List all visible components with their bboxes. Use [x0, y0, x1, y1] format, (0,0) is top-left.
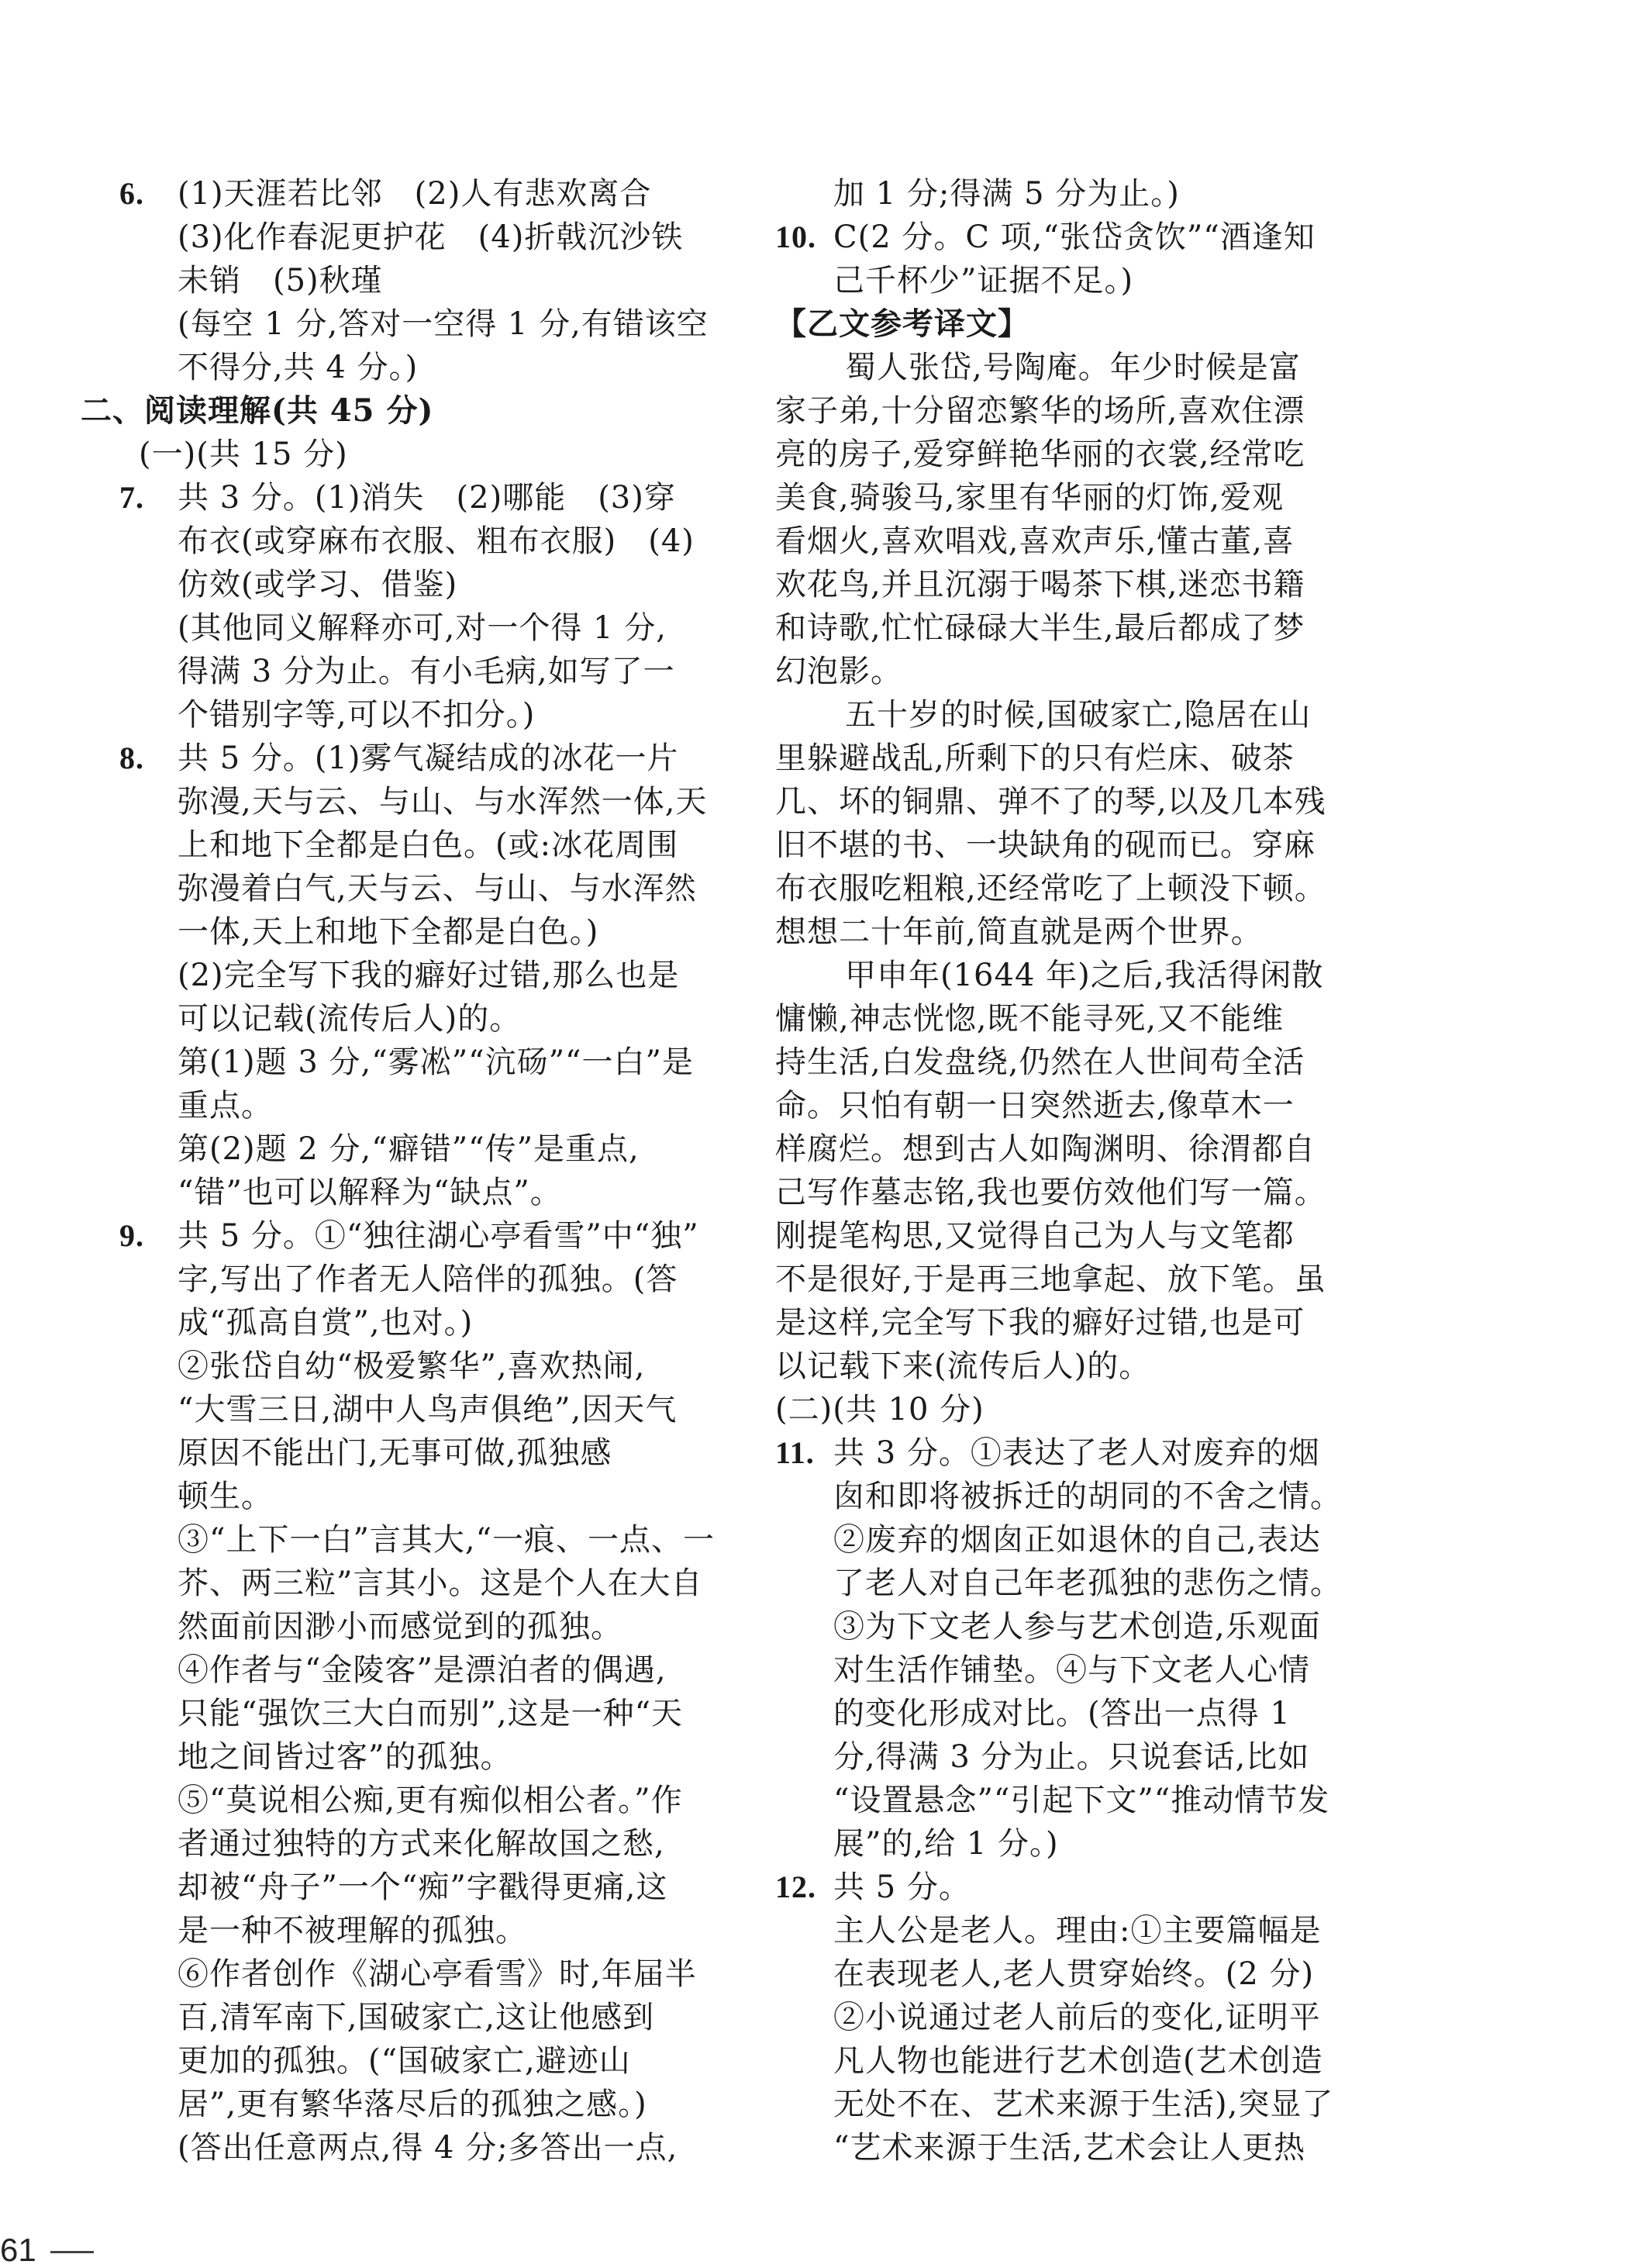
question-number: 7. — [119, 480, 144, 515]
left-text-line — [81, 216, 709, 259]
right-text-line — [775, 302, 1372, 346]
right-text-line — [775, 2039, 1372, 2083]
line-text: ⑥作者创作《湖心亭看雪》时,年届半 — [178, 1956, 697, 1992]
left-text-line — [81, 1779, 709, 1822]
line-text: 和诗歌,忙忙碌碌大半生,最后都成了梦 — [775, 610, 1305, 646]
right-text-line — [775, 1301, 1372, 1345]
left-text-line — [81, 1041, 709, 1084]
line-text: 者通过独特的方式来化解故国之愁, — [178, 1826, 665, 1862]
page-number: 61 — [0, 2232, 36, 2268]
left-text-line — [81, 1345, 709, 1388]
line-text: 看烟火,喜欢唱戏,喜欢声乐,懂古董,喜 — [775, 523, 1295, 559]
right-text-line — [775, 954, 1372, 997]
right-text-line — [775, 1866, 1372, 1909]
line-text: 共 3 分。(1)消失 (2)哪能 (3)穿 — [178, 480, 676, 516]
page-footer — [0, 2233, 124, 2267]
right-text-line — [775, 1171, 1372, 1214]
right-text-line — [775, 910, 1372, 954]
line-text: 第(2)题 2 分,“癖错”“传”是重点, — [178, 1131, 640, 1167]
line-text: 主人公是老人。理由:①主要篇幅是 — [833, 1913, 1322, 1949]
left-text-line — [81, 1605, 709, 1648]
left-text-line — [81, 2126, 709, 2170]
line-text: 家子弟,十分留恋繁华的场所,喜欢住漂 — [775, 393, 1305, 429]
left-text-line — [81, 954, 709, 997]
line-text: 五十岁的时候,国破家亡,隐居在山 — [845, 697, 1312, 733]
line-text: 是一种不被理解的孤独。 — [178, 1913, 527, 1949]
line-text: “设置悬念”“引起下文”“推动情节发 — [833, 1783, 1330, 1818]
line-text: 却被“舟子”一个“痴”字戳得更痛,这 — [178, 1869, 668, 1905]
left-text-line — [81, 563, 709, 606]
right-text-line — [775, 1345, 1372, 1388]
line-text: 刚提笔构思,又觉得自己为人与文笔都 — [775, 1218, 1295, 1254]
line-text: ③为下文老人参与艺术创造,乐观面 — [833, 1609, 1321, 1645]
right-text-line — [775, 1735, 1372, 1779]
right-text-line — [775, 693, 1372, 737]
left-text-line — [81, 997, 709, 1041]
line-text: 在表现老人,老人贯穿始终。(2 分) — [833, 1956, 1315, 1992]
left-text-line — [81, 520, 709, 563]
left-text-line — [81, 650, 709, 693]
line-text: 成“孤高自赏”,也对。) — [178, 1305, 474, 1341]
line-text: 凡人物也能进行艺术创造(艺术创造 — [833, 2043, 1323, 2079]
left-text-line — [81, 1735, 709, 1779]
right-text-line — [775, 1084, 1372, 1127]
right-text-line — [775, 259, 1372, 302]
right-text-line — [775, 1041, 1372, 1084]
left-text-line — [81, 2039, 709, 2083]
left-text-line — [81, 1127, 709, 1171]
line-text: 上和地下全都是白色。(或:冰花周围 — [178, 827, 679, 863]
line-text: 一体,天上和地下全都是白色。) — [178, 914, 599, 950]
left-text-line — [81, 172, 709, 216]
right-text-line — [775, 1779, 1372, 1822]
line-text: 了老人对自己年老孤独的悲伤之情。 — [833, 1566, 1342, 1601]
left-text-line — [81, 1952, 709, 1996]
line-text: (1)天涯若比邻 (2)人有悲欢离合 — [178, 176, 652, 212]
right-text-line — [775, 1562, 1372, 1605]
left-text-line — [81, 259, 709, 302]
line-text: “错”也可以解释为“缺点”。 — [178, 1175, 562, 1210]
left-text-line — [81, 1258, 709, 1301]
line-text: 甲申年(1644 年)之后,我活得闲散 — [845, 958, 1324, 993]
line-text: ②废弃的烟囱正如退休的自己,表达 — [833, 1522, 1321, 1558]
right-text-line — [775, 433, 1372, 476]
left-text-line — [81, 693, 709, 737]
line-text: 共 5 分。(1)雾气凝结成的冰花一片 — [178, 740, 679, 776]
right-text-line — [775, 1127, 1372, 1171]
right-text-line — [775, 650, 1372, 693]
line-text: 展”的,给 1 分。) — [833, 1826, 1059, 1862]
line-text: (二)(共 10 分) — [775, 1392, 985, 1427]
line-text: 幻泡影。 — [775, 654, 902, 689]
line-text: “大雪三日,湖中人鸟声俱绝”,因天气 — [178, 1392, 678, 1427]
line-text: 顿生。 — [178, 1479, 273, 1514]
line-text: 共 3 分。①表达了老人对废弃的烟 — [833, 1435, 1320, 1471]
left-text-line — [81, 737, 709, 780]
line-text: 亮的房子,爱穿鲜艳华丽的衣裳,经常吃 — [775, 437, 1305, 472]
line-text: 分,得满 3 分为止。只说套话,比如 — [833, 1739, 1310, 1775]
line-text: (答出任意两点,得 4 分;多答出一点, — [178, 2130, 678, 2166]
line-text: C(2 分。C 项,“张岱贪饮”“酒逢知 — [833, 219, 1316, 255]
right-text-line — [775, 1909, 1372, 1952]
line-text: 持生活,白发盘绕,仍然在人世间苟全活 — [775, 1044, 1305, 1080]
right-text-line — [775, 1822, 1372, 1866]
line-text: 加 1 分;得满 5 分为止。) — [833, 176, 1180, 212]
right-text-line — [775, 520, 1372, 563]
line-text: (每空 1 分,答对一空得 1 分,有错该空 — [178, 306, 709, 342]
line-text: 地之间皆过客”的孤独。 — [178, 1739, 512, 1775]
left-text-line — [81, 1171, 709, 1214]
line-text: (3)化作春泥更护花 (4)折戟沉沙铁 — [178, 219, 684, 255]
right-text-line — [775, 1388, 1372, 1431]
right-text-line — [775, 2126, 1372, 2170]
line-text: 几、坏的铜鼎、弹不了的琴,以及几本残 — [775, 784, 1326, 820]
left-text-line — [81, 302, 709, 346]
line-text: 样腐烂。想到古人如陶渊明、徐渭都自 — [775, 1131, 1316, 1167]
line-text: “艺术来源于生活,艺术会让人更热 — [833, 2130, 1306, 2166]
left-text-line — [81, 476, 709, 520]
line-text: 蜀人张岱,号陶庵。年少时候是富 — [845, 350, 1301, 385]
line-text: 美食,骑骏马,家里有华丽的灯饰,爱观 — [775, 480, 1285, 516]
right-text-line — [775, 476, 1372, 520]
line-text: 旧不堪的书、一块缺角的砚而已。穿麻 — [775, 827, 1316, 863]
line-text: 对生活作铺垫。④与下文老人心情 — [833, 1652, 1310, 1688]
left-column — [81, 172, 716, 2170]
right-text-line — [775, 1258, 1372, 1301]
right-text-line — [775, 1605, 1372, 1648]
left-text-line — [81, 1084, 709, 1127]
line-text: 欢花鸟,并且沉溺于喝茶下棋,迷恋书籍 — [775, 567, 1305, 602]
right-text-line — [775, 737, 1372, 780]
line-text: 百,清军南下,国破家亡,这让他感到 — [178, 2000, 655, 2035]
line-text: 不是很好,于是再三地拿起、放下笔。虽 — [775, 1262, 1326, 1297]
line-text: 己写作墓志铭,我也要仿效他们写一篇。 — [775, 1175, 1326, 1210]
line-text: 第(1)题 3 分,“雾凇”“沆砀”“一白”是 — [178, 1044, 694, 1080]
footer-rule — [50, 2251, 94, 2253]
right-text-line — [775, 389, 1372, 433]
left-text-line — [81, 1648, 709, 1692]
left-text-line — [81, 910, 709, 954]
line-text: 共 5 分。 — [833, 1869, 971, 1905]
line-text: 命。只怕有朝一日突然逝去,像草木一 — [775, 1088, 1295, 1124]
left-text-line — [81, 1692, 709, 1735]
line-text: 慵懒,神志恍惚,既不能寻死,又不能维 — [775, 1001, 1285, 1037]
right-text-line — [775, 346, 1372, 389]
right-text-line — [775, 1475, 1372, 1518]
line-text: ③“上下一白”言其大,“一痕、一点、一 — [178, 1522, 716, 1558]
line-text: 以记载下来(流传后人)的。 — [775, 1348, 1151, 1384]
right-text-line — [775, 216, 1372, 259]
line-text: 不得分,共 4 分。) — [178, 350, 419, 385]
right-text-line — [775, 1692, 1372, 1735]
right-text-line — [775, 172, 1372, 216]
left-text-line — [81, 1822, 709, 1866]
left-text-line — [81, 780, 709, 823]
line-text: 只能“强饮三大白而别”,这是一种“天 — [178, 1696, 684, 1731]
line-text: 可以记载(流传后人)的。 — [178, 1001, 522, 1037]
right-text-line — [775, 823, 1372, 867]
line-text: (其他同义解释亦可,对一个得 1 分, — [178, 610, 667, 646]
line-text: ②小说通过老人前后的变化,证明平 — [833, 2000, 1321, 2035]
line-text: 弥漫着白气,天与云、与山、与水浑然 — [178, 871, 697, 906]
line-text: 得满 3 分为止。有小毛病,如写了一 — [178, 654, 675, 689]
left-text-line — [81, 606, 709, 650]
question-number: 11. — [775, 1435, 815, 1470]
line-text: 然面前因渺小而感觉到的孤独。 — [178, 1609, 622, 1645]
line-text: ④作者与“金陵客”是漂泊者的偶遇, — [178, 1652, 667, 1688]
right-text-line — [775, 1648, 1372, 1692]
left-text-line — [81, 389, 709, 433]
line-text: 想想二十年前,简直就是两个世界。 — [775, 914, 1263, 950]
line-text: 己千杯少”证据不足。) — [833, 263, 1134, 299]
left-text-line — [81, 1909, 709, 1952]
line-text: 芥、两三粒”言其小。这是个人在大自 — [178, 1566, 703, 1601]
left-text-line — [81, 867, 709, 910]
line-text: 布衣服吃粗粮,还经常吃了上顿没下顿。 — [775, 871, 1326, 906]
right-text-line — [775, 997, 1372, 1041]
line-text: 共 5 分。①“独往湖心亭看雪”中“独” — [178, 1218, 699, 1254]
line-text: 布衣(或穿麻布衣服、粗布衣服) (4) — [178, 523, 695, 559]
line-text: 无处不在、艺术来源于生活),突显了 — [833, 2087, 1334, 2122]
question-number: 8. — [119, 740, 144, 775]
line-text: (2)完全写下我的癖好过错,那么也是 — [178, 958, 680, 993]
line-text: 字,写出了作者无人陪伴的孤独。(答 — [178, 1262, 678, 1297]
line-text: 未销 (5)秋瑾 — [178, 263, 383, 299]
left-text-line — [81, 1388, 709, 1431]
left-text-line — [81, 1214, 709, 1258]
line-text: (一)(共 15 分) — [139, 437, 348, 472]
left-text-line — [81, 1301, 709, 1345]
line-text: ②张岱自幼“极爱繁华”,喜欢热闹, — [178, 1348, 646, 1384]
line-text: 里躲避战乱,所剩下的只有烂床、破茶 — [775, 740, 1295, 776]
right-text-line — [775, 867, 1372, 910]
line-text: 重点。 — [178, 1088, 273, 1124]
left-text-line — [81, 2083, 709, 2126]
right-text-line — [775, 606, 1372, 650]
line-text: 是这样,完全写下我的癖好过错,也是可 — [775, 1305, 1305, 1341]
question-number: 9. — [119, 1218, 144, 1253]
line-text: 仿效(或学习、借鉴) — [178, 567, 458, 602]
line-text: 二、阅读理解(共 45 分) — [81, 392, 434, 429]
right-text-line — [775, 1952, 1372, 1996]
right-text-line — [775, 1431, 1372, 1475]
left-text-line — [81, 346, 709, 389]
line-text: 更加的孤独。(“国破家亡,避迹山 — [178, 2043, 631, 2079]
left-text-line — [81, 1562, 709, 1605]
right-text-line — [775, 1518, 1372, 1562]
question-number: 10. — [775, 219, 816, 254]
question-number: 12. — [775, 1869, 816, 1904]
left-text-line — [81, 1431, 709, 1475]
right-column — [775, 172, 1372, 2170]
line-text: 的变化形成对比。(答出一点得 1 — [833, 1696, 1291, 1731]
line-text: 居”,更有繁华落尽后的孤独之感。) — [178, 2087, 647, 2122]
left-text-line — [81, 433, 709, 476]
left-text-line — [81, 1475, 709, 1518]
left-text-line — [81, 1996, 709, 2039]
left-text-line — [81, 1518, 716, 1562]
line-text: 囱和即将被拆迁的胡同的不舍之情。 — [833, 1479, 1342, 1514]
line-text: ⑤“莫说相公痴,更有痴似相公者。”作 — [178, 1783, 683, 1818]
right-text-line — [775, 2083, 1372, 2126]
line-text: 个错别字等,可以不扣分。) — [178, 697, 536, 733]
left-text-line — [81, 1866, 709, 1909]
question-number: 6. — [119, 176, 144, 211]
right-text-line — [775, 780, 1372, 823]
left-text-line — [81, 823, 709, 867]
right-text-line — [775, 563, 1372, 606]
right-text-line — [775, 1214, 1372, 1258]
right-text-line — [775, 1996, 1372, 2039]
line-text: 原因不能出门,无事可做,孤独感 — [178, 1435, 612, 1471]
line-text: 【乙文参考译文】 — [775, 306, 1029, 342]
line-text: 弥漫,天与云、与山、与水浑然一体,天 — [178, 784, 708, 820]
